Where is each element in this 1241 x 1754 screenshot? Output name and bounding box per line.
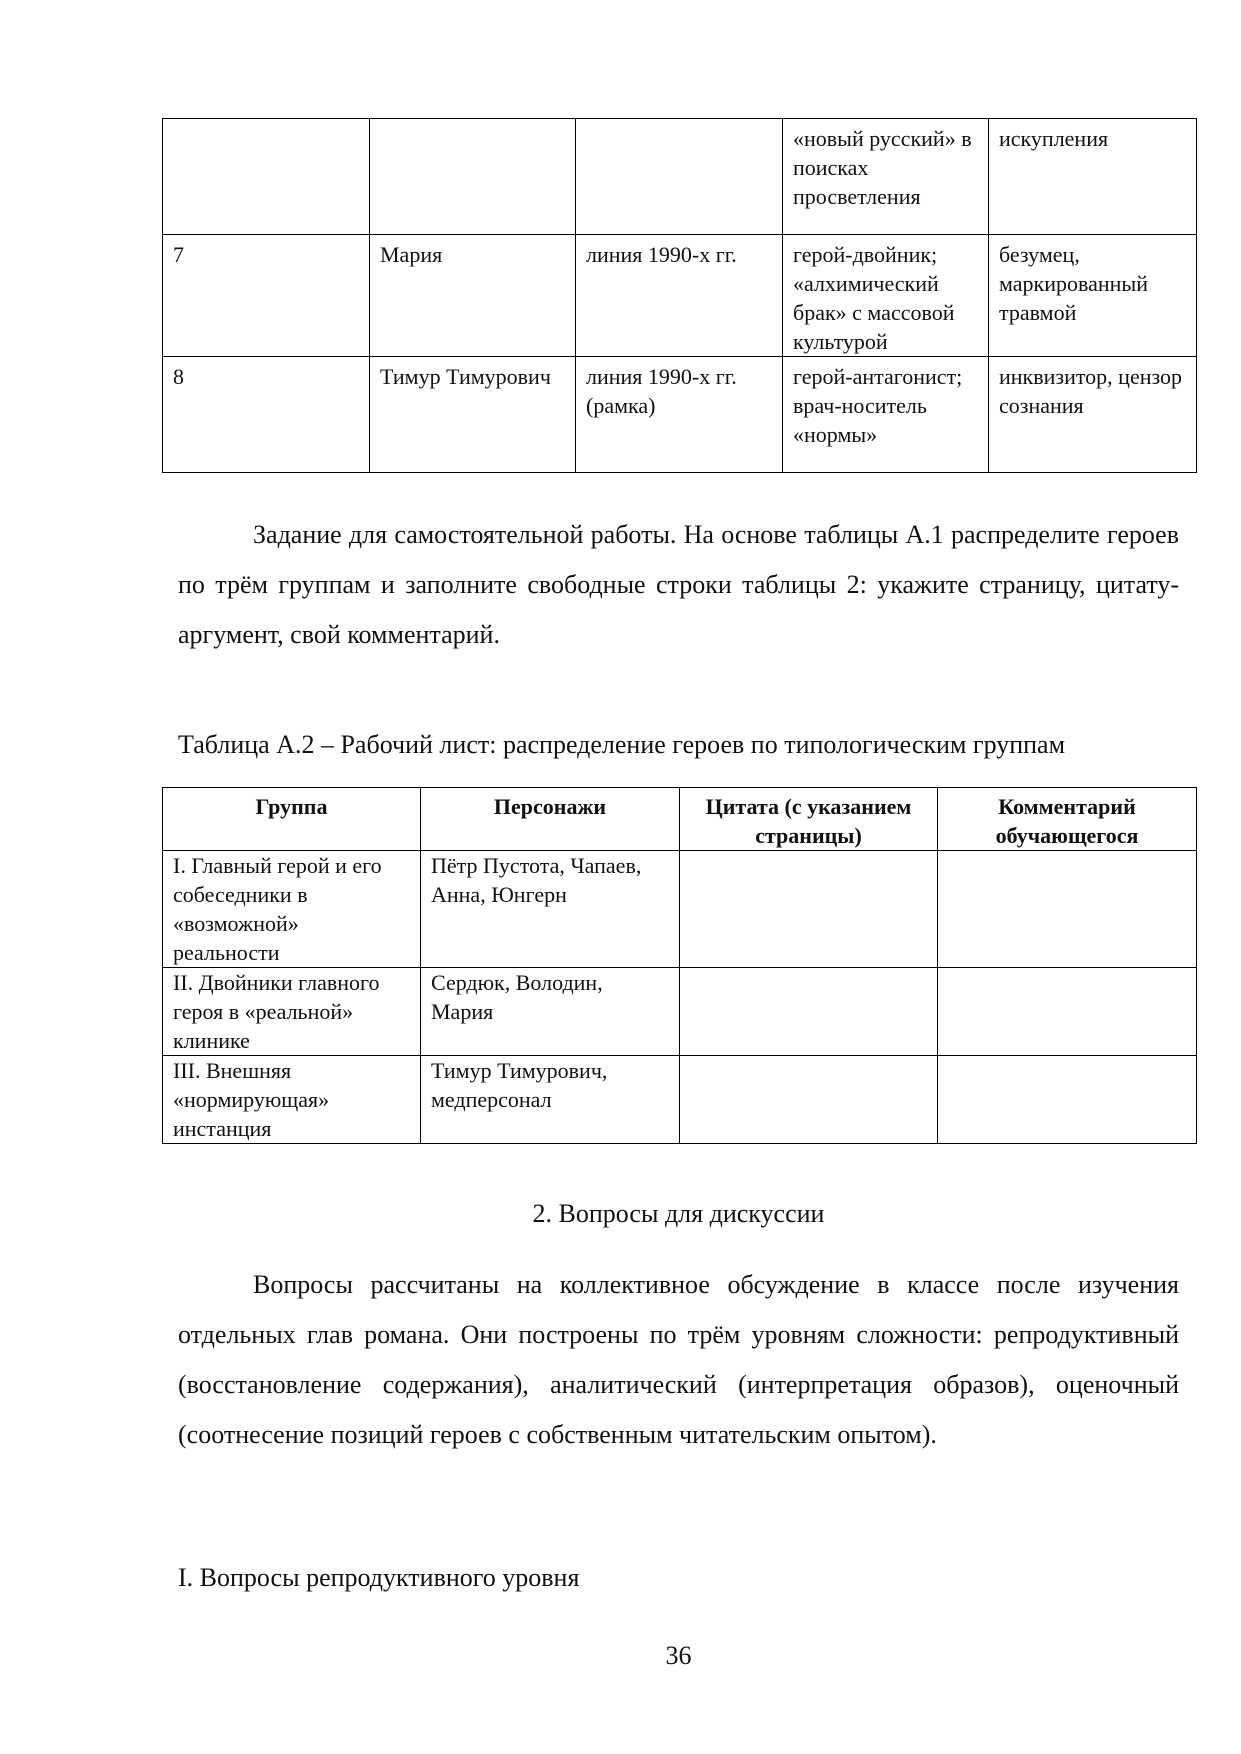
table-cell-characters: Тимур Тимурович, медперсонал [421, 1056, 680, 1144]
table-cell-role: «новый русский» в поисках просветления [783, 119, 989, 235]
section-heading: 2. Вопросы для дискуссии [532, 1199, 825, 1228]
table-cell-name: Мария [370, 235, 576, 357]
table-cell-quote[interactable] [680, 851, 938, 968]
table-caption: Таблица А.2 – Рабочий лист: распределение героев по типологическим группам [178, 730, 1066, 759]
table-cell-quote[interactable] [680, 1056, 938, 1144]
table-cell-name: Тимур Тимурович [370, 357, 576, 473]
header-quote: Цитата (с указанием страницы) [680, 788, 938, 851]
table-cell-type: безумец, маркированный травмой [989, 235, 1197, 357]
table-cell-characters: Пётр Пустота, Чапаев, Анна, Юнгерн [421, 851, 680, 968]
task-paragraph: Задание для самостоятельной работы. На основе таблицы А.1 распределите героев по трём группам и заполните свободные строки таблицы 2: укажите страницу, цитату-аргумент, свой комментарий. [178, 520, 1179, 649]
table-cell-comment[interactable] [938, 851, 1197, 968]
table-cell-group: II. Двойники главного героя в «реальной» клинике [163, 968, 421, 1056]
table-row [163, 1056, 1197, 1144]
worksheet-table [162, 787, 1197, 1144]
table-cell-number: 8 [163, 357, 370, 473]
table-cell-group: I. Главный герой и его собеседники в «возможной» реальности [163, 851, 421, 968]
table-cell-type: искупления [989, 119, 1197, 235]
header-group: Группа [163, 788, 421, 851]
table-cell-comment[interactable] [938, 968, 1197, 1056]
table-row [163, 851, 1197, 968]
header-characters: Персонажи [421, 788, 680, 851]
table-row [163, 968, 1197, 1056]
questions-paragraph: Вопросы рассчитаны на коллективное обсуждение в классе после изучения отдельных глав романа. Они построены по трём уровням сложности: репродуктивный (восстановление содержания), аналитический (интерпретация образов), оценочный (соотнесение позиций героев с собственным читательским опытом). [178, 1270, 1179, 1449]
page-number: 36 [665, 1641, 692, 1670]
table-cell-characters: Сердюк, Володин, Мария [421, 968, 680, 1056]
table-header-row [163, 788, 1197, 851]
table-cell-group: III. Внешняя «нормирующая» инстанция [163, 1056, 421, 1144]
table-cell-quote[interactable] [680, 968, 938, 1056]
table-row [163, 119, 1197, 235]
table-row [163, 357, 1197, 473]
table-cell-name [370, 119, 576, 235]
table-cell-number: 7 [163, 235, 370, 357]
characters-table-continuation [162, 118, 1197, 473]
table-cell-role: герой-антагонист; врач-носитель «нормы» [783, 357, 989, 473]
table-row [163, 235, 1197, 357]
table-cell-line [576, 119, 783, 235]
header-comment: Комментарий обучающегося [938, 788, 1197, 851]
subheading: I. Вопросы репродуктивного уровня [178, 1563, 580, 1592]
table-cell-number [163, 119, 370, 235]
table-cell-line: линия 1990-х гг. (рамка) [576, 357, 783, 473]
table-cell-comment[interactable] [938, 1056, 1197, 1144]
table-cell-line: линия 1990-х гг. [576, 235, 783, 357]
table-cell-type: инквизитор, цензор сознания [989, 357, 1197, 473]
table-cell-role: герой-двойник; «алхимический брак» с массовой культурой [783, 235, 989, 357]
